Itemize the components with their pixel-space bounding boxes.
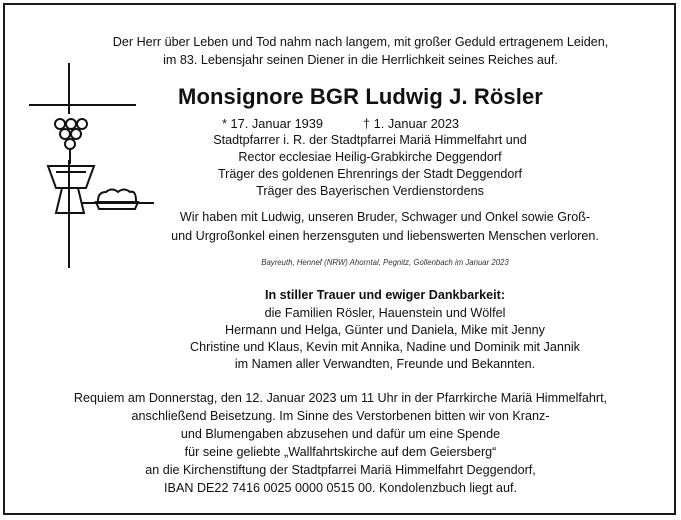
mourners-line-1: die Familien Rösler, Hauenstein und Wölfel [264,306,506,320]
mourners-heading: In stiller Trauer und ewiger Dankbarkeit: [264,288,506,302]
requiem-line-2: anschließend Beisetzung. Im Sinne des Verstorbenen bitten wir von Kranz- [131,409,550,423]
requiem-line-6: IBAN DE22 7416 0025 0000 0515 00. Kondolenzbuch liegt auf. [164,481,517,495]
title-line-3: Träger des goldenen Ehrenrings der Stadt Deggendorf [217,167,523,181]
title-line-2: Rector ecclesiae Heilig-Grabkirche Deggendorf [238,150,502,164]
requiem-line-3: und Blumengaben abzusehen und dafür um eine Spende [180,427,501,441]
requiem-line-1: Requiem am Donnerstag, den 12. Januar 2023 um 11 Uhr in der Pfarrkirche Mariä Himmelfahrt, [73,391,608,405]
intro-line-2: im 83. Lebensjahr seinen Diener in die Herrlichkeit seines Reiches auf. [163,53,558,67]
message-line-1: Wir haben mit Ludwig, unseren Bruder, Schwager und Onkel sowie Groß- [179,210,591,224]
title-line-1: Stadtpfarrer i. R. der Stadtpfarrei Mariä Himmelfahrt und [213,133,527,147]
message-line-2: und Urgroßonkel einen herzensguten und liebenswerten Menschen verloren. [171,229,599,243]
mourners-line-4: im Namen aller Verwandten, Freunde und Bekannten. [234,357,536,371]
mourners-line-3: Christine und Klaus, Kevin mit Annika, Nadine und Dominik mit Jannik [190,340,580,354]
title-line-4: Träger des Bayerischen Verdienstordens [256,184,484,198]
deceased-name: Monsignore BGR Ludwig J. Rösler [178,84,543,109]
requiem-line-4: für seine geliebte „Wallfahrtskirche auf dem Geiersberg“ [184,445,497,459]
intro-line-1: Der Herr über Leben und Tod nahm nach langem, mit großer Geduld ertragenem Leiden, [112,35,609,49]
mourners-line-2: Hermann und Helga, Günter und Daniela, Mike mit Jenny [225,323,545,337]
birth-date: * 17. Januar 1939 [222,116,324,131]
death-date: † 1. Januar 2023 [363,116,460,131]
places-date-line: Bayreuth, Hennef (NRW) Ahorntal, Pegnitz, Gollenbach im Januar 2023 [261,258,509,267]
requiem-line-5: an die Kirchenstiftung der Stadtpfarrei Mariä Himmelfahrt Deggendorf, [145,463,536,477]
